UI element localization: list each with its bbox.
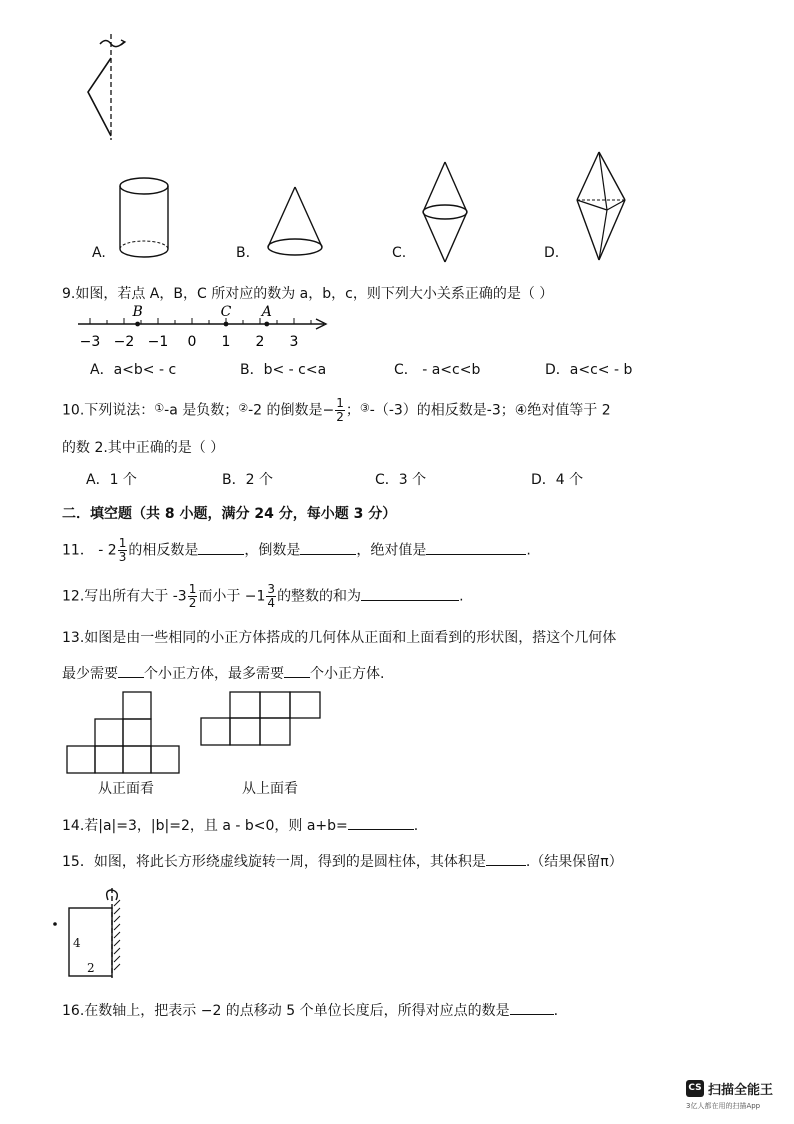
q12-a: 12.写出所有大于 -3 xyxy=(62,588,187,605)
q12-fraction-1 xyxy=(188,583,198,610)
q15-label-height: 4 xyxy=(73,936,81,950)
q16-text: 16.在数轴上，把表示 −2 的点移动 5 个单位长度后，所得对应点的数是 xyxy=(62,1003,510,1019)
q13-line1: 13.如图是由一些相同的小正方体搭成的几何体从正面和上面看到的形状图，搭这个几何体 xyxy=(62,630,617,646)
q15-label-width: 2 xyxy=(87,961,95,975)
q13-blank-2[interactable] xyxy=(284,665,310,678)
q11-part2: ，倒数是 xyxy=(244,542,301,559)
q12-f1-den: 2 xyxy=(188,596,197,610)
q10-circle-1: ① xyxy=(154,401,165,415)
number-line-point xyxy=(135,322,140,327)
q10-line1-c: -2 的倒数是− xyxy=(248,402,335,419)
number-line-point-label: B xyxy=(132,304,143,320)
double-pyramid-shape xyxy=(573,150,629,264)
q10-line1-d: ； xyxy=(345,402,360,419)
q12-fraction-2 xyxy=(266,583,276,610)
q16-line xyxy=(62,1000,558,1020)
cone-shape xyxy=(264,185,326,261)
q15-end: .（结果保留π） xyxy=(525,854,623,870)
q13-front-view xyxy=(66,690,186,776)
q12-c: 的整数的和为 xyxy=(277,588,362,605)
q9-option-c: C． - a<c<b xyxy=(394,362,481,378)
q12-b: 而小于 −1 xyxy=(198,588,266,605)
q15-line xyxy=(62,851,623,871)
q13-top-view xyxy=(200,690,324,748)
q11-frac-den: 3 xyxy=(118,550,127,564)
q14-end: . xyxy=(413,818,419,834)
q11-end: . xyxy=(526,542,531,559)
q13-line2-b: 个小正方体，最多需要 xyxy=(144,666,284,682)
q12-f1-num: 1 xyxy=(188,582,197,596)
q11-blank-1[interactable] xyxy=(198,542,244,555)
q11-frac-num: 1 xyxy=(118,536,127,550)
number-line-point-label: A xyxy=(261,304,272,320)
number-line-tick-label: 1 xyxy=(221,334,231,350)
q12-f2-den: 4 xyxy=(267,596,276,610)
q11-part1: 的相反数是 xyxy=(128,542,199,559)
q11-part3: ，绝对值是 xyxy=(356,542,427,559)
q14-blank[interactable] xyxy=(348,817,414,830)
q10-line1-b: -a 是负数； xyxy=(164,402,239,419)
q10-line2: 的数 2.其中正确的是（ ） xyxy=(62,440,225,456)
number-line-point xyxy=(264,322,269,327)
q10-fraction xyxy=(335,397,345,424)
q8-rotation-figure xyxy=(84,32,144,142)
q13-line2 xyxy=(62,663,384,683)
q12-end: . xyxy=(459,588,464,605)
number-line-tick-label: 0 xyxy=(187,334,197,350)
q15-rectangle-figure xyxy=(50,884,140,980)
q10-circle-3: ③ xyxy=(359,401,370,415)
q12-f2-num: 3 xyxy=(267,582,276,596)
q9-number-line xyxy=(76,300,346,354)
camscanner-name: 扫描全能王 xyxy=(708,1083,774,1098)
q16-end: . xyxy=(553,1003,559,1019)
q8-option-a-letter: A. xyxy=(92,245,106,261)
q12-line xyxy=(62,583,464,610)
camscanner-tagline: 3亿人都在用的扫描App xyxy=(686,1102,761,1110)
q10-option-d: D．4 个 xyxy=(531,472,584,488)
q10-line1-a: 10.下列说法： xyxy=(62,402,155,419)
q11-fraction xyxy=(118,537,128,564)
q12-blank[interactable] xyxy=(361,588,459,601)
number-line-tick-label: 3 xyxy=(289,334,299,350)
q8-option-b-letter: B. xyxy=(236,245,251,261)
q11-line xyxy=(62,537,531,564)
cylinder-shape xyxy=(115,175,173,261)
q8-option-c-letter: C. xyxy=(392,245,407,261)
q13-caption-top: 从上面看 xyxy=(242,781,298,797)
q13-line2-c: 个小正方体. xyxy=(310,666,385,682)
number-line-tick-label: −1 xyxy=(147,334,169,350)
q13-line2-a: 最少需要 xyxy=(62,666,118,682)
q9-option-d: D．a<c< - b xyxy=(545,362,633,378)
q10-circle-2: ② xyxy=(238,401,249,415)
q10-option-c: C．3 个 xyxy=(375,472,427,488)
q14-text: 14.若|a|=3，|b|=2，且 a - b<0，则 a+b= xyxy=(62,818,348,834)
q15-blank[interactable] xyxy=(486,853,526,866)
q13-blank-1[interactable] xyxy=(118,665,144,678)
q10-frac-den: 2 xyxy=(336,410,344,424)
q9-option-a: A．a<b< - c xyxy=(90,362,177,378)
q10-line1-e: -（-3）的相反数是-3；④绝对值等于 2 xyxy=(369,402,611,419)
q16-blank[interactable] xyxy=(510,1002,554,1015)
number-line-tick-label: 2 xyxy=(255,334,265,350)
number-line-point xyxy=(224,322,229,327)
number-line-tick-label: −2 xyxy=(113,334,135,350)
q15-text: 15．如图，将此长方形绕虚线旋转一周，得到的是圆柱体，其体积是 xyxy=(62,854,486,870)
q11-blank-3[interactable] xyxy=(426,542,526,555)
q10-line1 xyxy=(62,397,611,424)
q11-blank-2[interactable] xyxy=(300,542,356,555)
camscanner-logo-icon: CS xyxy=(686,1080,704,1097)
q14-line xyxy=(62,815,418,835)
q13-caption-front: 从正面看 xyxy=(98,781,154,797)
q9-question: 9.如图，若点 A，B，C 所对应的数为 a，b，c，则下列大小关系正确的是（ ） xyxy=(62,286,554,302)
q9-option-b: B．b< - c<a xyxy=(240,362,327,378)
camscanner-watermark xyxy=(686,1079,788,1115)
q11-prefix: 11． - 2 xyxy=(62,542,117,559)
double-cone-shape xyxy=(420,160,470,264)
q10-frac-num: 1 xyxy=(336,396,344,410)
q10-option-a: A．1 个 xyxy=(86,472,137,488)
q10-option-b: B．2 个 xyxy=(222,472,273,488)
section-2-title: 二．填空题（共 8 小题，满分 24 分，每小题 3 分） xyxy=(62,506,397,522)
number-line-tick-label: −3 xyxy=(79,334,101,350)
q8-option-d-letter: D. xyxy=(544,245,560,261)
number-line-point-label: C xyxy=(220,304,232,320)
